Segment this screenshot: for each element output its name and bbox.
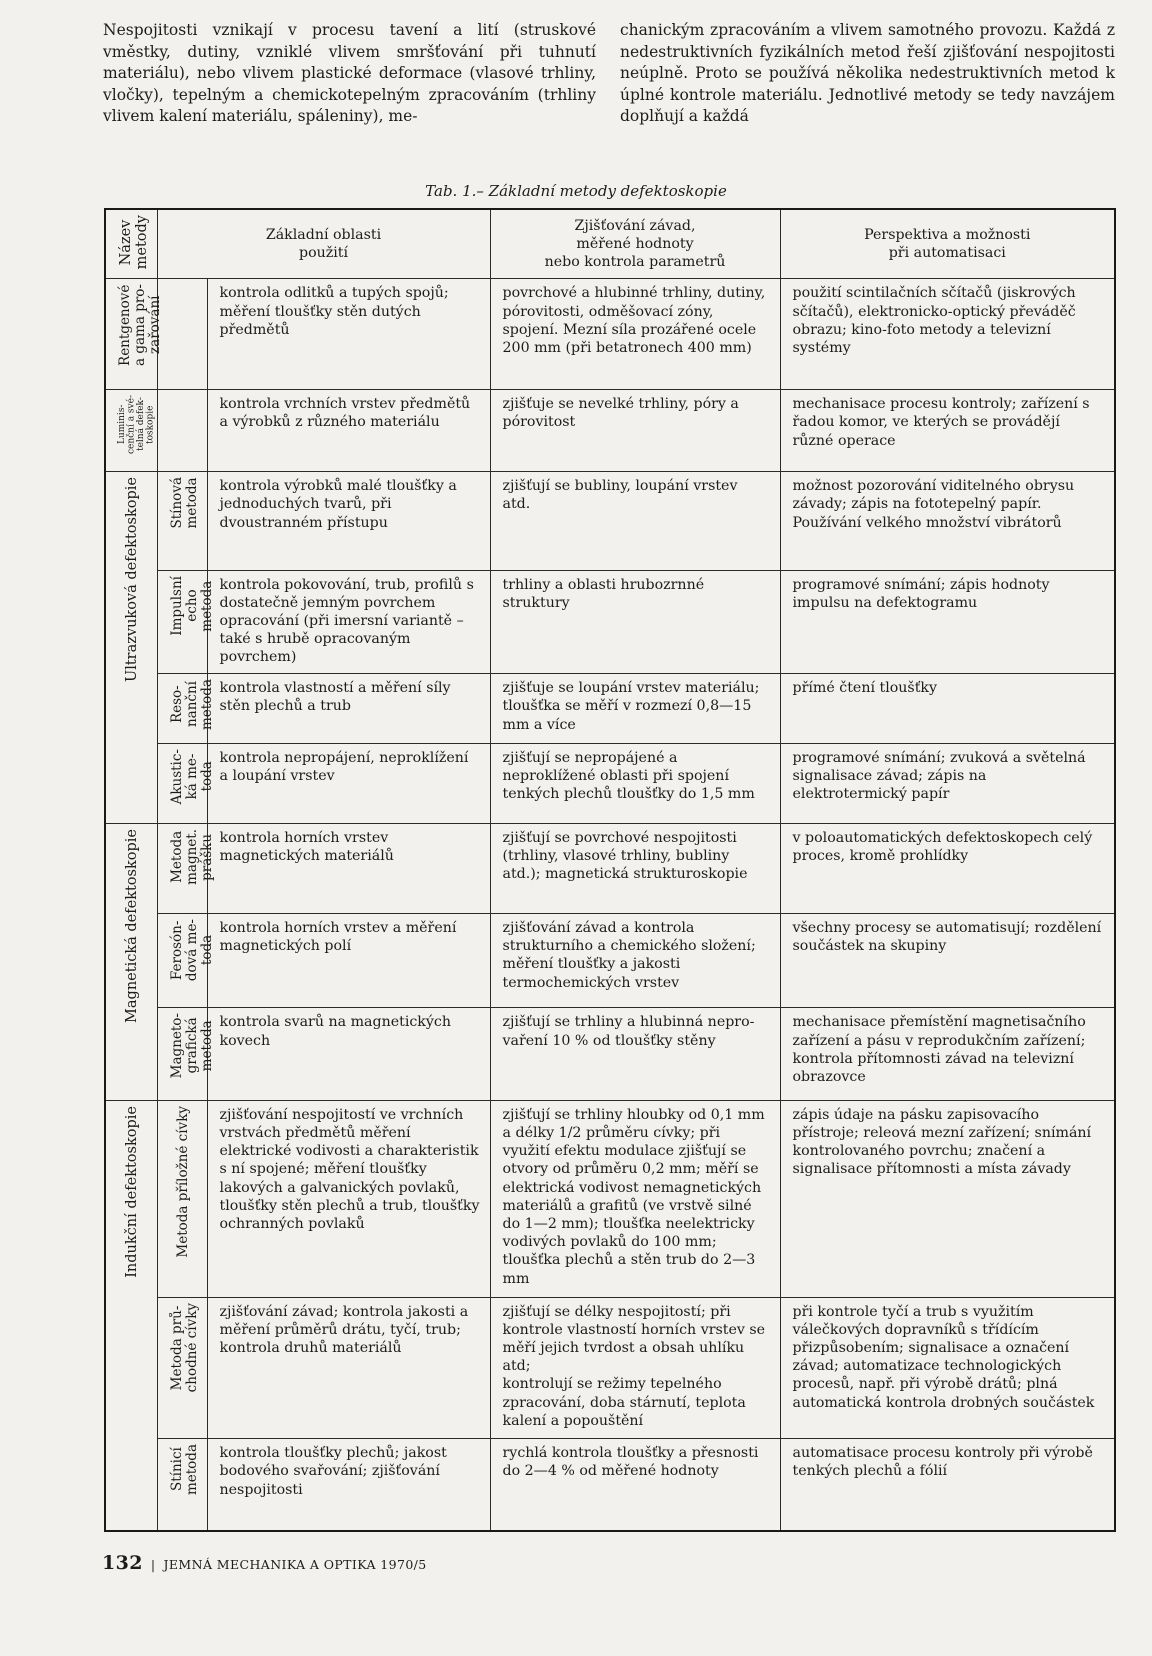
rentgen-basic: kontrola odlitků a tupých spojů; měření tloušťky stěn dutých předmětů <box>207 279 490 390</box>
table-row <box>105 472 1115 570</box>
page-number: 132 <box>102 1552 143 1574</box>
akusticka-detect: zjišťují se nepropájené a neproklížené oblasti při spojení tenkých plechů tloušťky do 1,5 mm <box>490 743 780 823</box>
group-magnet-label: Magnetická defektoskopie <box>105 823 157 1100</box>
rentgen-perspective: použití scintilačních sčítačů (jiskrových sčítačů), elektronicko-optický převáděč obrazu; kino-foto metody a televizní systémy <box>780 279 1115 390</box>
impulsni-detect: trhliny a oblasti hrubozrnné struktury <box>490 570 780 674</box>
table-row <box>105 914 1115 1008</box>
lumin-perspective: mechanisace procesu kontroly; zařízení s řadou komor, ve kterých se provádějí různé operace <box>780 390 1115 472</box>
magnetograf-basic: kontrola svarů na magnetických kovech <box>207 1008 490 1100</box>
table-row <box>105 1297 1115 1439</box>
sub-akusticka-label: Akustic- ká me- toda <box>157 743 207 823</box>
table-row <box>105 1439 1115 1531</box>
sub-stinova-label: Stínová metoda <box>157 472 207 570</box>
sub-prilozne-label: Metoda příložné cívky <box>157 1100 207 1297</box>
prasek-perspective: v poloautomatických defektoskopech celý proces, kromě prohlídky <box>780 823 1115 913</box>
header-method-name: Název metody <box>105 209 157 279</box>
stinova-basic: kontrola výrobků malé tloušťky a jednoduchých tvarů, při dvoustranném přístupu <box>207 472 490 570</box>
group-indukc-label: Indukční defektoskopie <box>105 1100 157 1531</box>
impulsni-perspective: programové snímání; zápis hodnoty impulsu na defektogramu <box>780 570 1115 674</box>
header-basic-use: Základní oblasti použití <box>157 209 490 279</box>
prilozne-basic: zjišťování nespojitostí ve vrchních vrstvách předmětů měření elektrické vodivosti a charakteristik s ní spojené; měření tloušťky lakových a galvanických povlaků, tloušťky stěn plechů a trub, tloušťky ochranných povlaků <box>207 1100 490 1297</box>
defectoscopy-table <box>104 208 1116 1532</box>
group-lumin-label: Luminis- cenční a své- telná defek- toskopie <box>105 390 157 472</box>
impulsni-basic: kontrola pokovování, trub, profilů s dostatečně jemným povrchem opracování (při imersní variantě – také s hrubě opracovaným povrchem) <box>207 570 490 674</box>
stinici-basic: kontrola tloušťky plechů; jakost bodového svařování; zjišťování nespojitosti <box>207 1439 490 1531</box>
akusticka-perspective: programové snímání; zvuková a světelná signalisace závad; zápis na elektrotermický papír <box>780 743 1115 823</box>
prasek-basic: kontrola horních vrstev magnetických materiálů <box>207 823 490 913</box>
ferosond-basic: kontrola horních vrstev a měření magnetických polí <box>207 914 490 1008</box>
sub-rezonancni-label: Reso- nanční metoda <box>157 674 207 744</box>
intro-right-text: chanickým zpracováním a vlivem samotného provozu. Každá z nedestruktivních fyzikálních metod řeší zjišťování nespojitosti neúplně. Proto se používá několika nedestruktivních metod k úplné kontrole materiálu. Jednotlivé metody se tedy navzájem doplňují a každá <box>620 21 1115 126</box>
rezonancni-detect: zjišťuje se loupání vrstev materiálu; tloušťka se měří v rozmezí 0,8—15 mm a více <box>490 674 780 744</box>
sub-impulsni-label: Impulsní echo metoda <box>157 570 207 674</box>
table-row <box>105 674 1115 744</box>
stinova-perspective: možnost pozorování viditelného obrysu závady; zápis na fototepelný papír. Používání velkého množství vibrátorů <box>780 472 1115 570</box>
table-row <box>105 279 1115 390</box>
group-rentgen-label: Rentgenové a gama pro- zařování <box>105 279 157 390</box>
rezonancni-perspective: přímé čtení tloušťky <box>780 674 1115 744</box>
stinova-detect: zjišťují se bubliny, loupání vrstev atd. <box>490 472 780 570</box>
table-row <box>105 743 1115 823</box>
stinici-detect: rychlá kontrola tloušťky a přesnosti do 2—4 % od měřené hodnoty <box>490 1439 780 1531</box>
lumin-detect: zjišťuje se nevelké trhliny, póry a pórovitost <box>490 390 780 472</box>
magnetograf-perspective: mechanisace přemístění magnetisačního zařízení a pásu v reprodukčním zařízení; kontrola přítomnosti závad na televizní obrazovce <box>780 1008 1115 1100</box>
prasek-detect: zjišťují se povrchové nespojitosti (trhliny, vlasové trhliny, bubliny atd.); magnetická strukturoskopie <box>490 823 780 913</box>
intro-left-text: Nespojitosti vznikají v procesu tavení a lití (struskové vměstky, dutiny, vzniklé vlivem smršťování při tuhnutí materiálu), nebo vlivem plastické deformace (vlasové trhliny, vločky), tepelným a chemickotepelným zpracováním (trhliny vlivem kalení materiálu, spáleniny), me- <box>103 21 596 126</box>
table-header-row <box>105 209 1115 279</box>
ferosond-detect: zjišťování závad a kontrola strukturního a chemického složení; měření tloušťky a jakosti termochemických vrstev <box>490 914 780 1008</box>
akusticka-basic: kontrola nepropájení, neproklížení a loupání vrstev <box>207 743 490 823</box>
journal-title: JEMNÁ MECHANIKA A OPTIKA 1970/5 <box>163 1557 427 1572</box>
group-ultra-label: Ultrazvuková defektoskopie <box>105 472 157 824</box>
rezonancni-basic: kontrola vlastností a měření síly stěn plechů a trub <box>207 674 490 744</box>
table-caption: Tab. 1.– Základní metody defektoskopie <box>425 182 727 200</box>
sub-stinici-label: Stínicí metoda <box>157 1439 207 1531</box>
table-row <box>105 1008 1115 1100</box>
prilozne-detect: zjišťují se trhliny hloubky od 0,1 mm a délky 1/2 průměru cívky; při využití efektu modulace zjišťují se otvory od průměru 0,2 mm; měří se elektrická vodivost nemagnetických materiálů a grafitů (ve vrstvě silné do 1—2 mm); tloušťka neelektricky vodivých povlaků do 100 mm; tloušťka plechů a stěn trub do 2—3 mm <box>490 1100 780 1297</box>
rentgen-detect: povrchové a hlubinné trhliny, dutiny, pórovitosti, odměšovací zóny, spojení. Mezní síla prozářené ocele 200 mm (při betatronech 400 mm) <box>490 279 780 390</box>
footer-separator: | <box>150 1557 156 1572</box>
pruchodne-perspective: při kontrole tyčí a trub s využitím válečkových dopravníků s třídícím přizpůsobením; signalisace a označení závad; automatizace technologických procesů, např. při výrobě drátů; plná automatická kontrola drobných součástek <box>780 1297 1115 1439</box>
ferosond-perspective: všechny procesy se automatisují; rozdělení součástek na skupiny <box>780 914 1115 1008</box>
sub-ferosond-label: Ferosón- dová me- toda <box>157 914 207 1008</box>
table-row <box>105 1100 1115 1297</box>
table-row <box>105 390 1115 472</box>
prilozne-perspective: zápis údaje na pásku zapisovacího přístroje; releová mezní zařízení; snímání kontrolovaného povrchu; značení a signalisace přítomnosti a místa závady <box>780 1100 1115 1297</box>
intro-left-column <box>103 20 596 128</box>
pruchodne-detect: zjišťují se délky nespojitostí; při kontrole vlastností horních vrstev se měří jejich tvrdost a obsah uhlíku atd; kontrolují se režimy tepelného zpracování, doba stárnutí, teplota kalení a popouštění <box>490 1297 780 1439</box>
sub-magnetograf-label: Magneto- grafická metoda <box>157 1008 207 1100</box>
header-perspective: Perspektiva a možnosti při automatisaci <box>780 209 1115 279</box>
lumin-basic: kontrola vrchních vrstev předmětů a výrobků z různého materiálu <box>207 390 490 472</box>
magnetograf-detect: zjišťují se trhliny a hlubinná nepro-vaření 10 % od tloušťky stěny <box>490 1008 780 1100</box>
table-row <box>105 570 1115 674</box>
intro-right-column <box>620 20 1115 128</box>
pruchodne-basic: zjišťování závad; kontrola jakosti a měření průměrů drátu, tyčí, trub; kontrola druhů materiálů <box>207 1297 490 1439</box>
stinici-perspective: automatisace procesu kontroly při výrobě tenkých plechů a fólií <box>780 1439 1115 1531</box>
sub-pruchodne-label: Metoda prů- chodné cívky <box>157 1297 207 1439</box>
header-detection: Zjišťování závad, měřené hodnoty nebo kontrola parametrů <box>490 209 780 279</box>
sub-prasek-label: Metoda magnet. prášku <box>157 823 207 913</box>
table-row <box>105 823 1115 913</box>
page-footer <box>102 1552 427 1574</box>
